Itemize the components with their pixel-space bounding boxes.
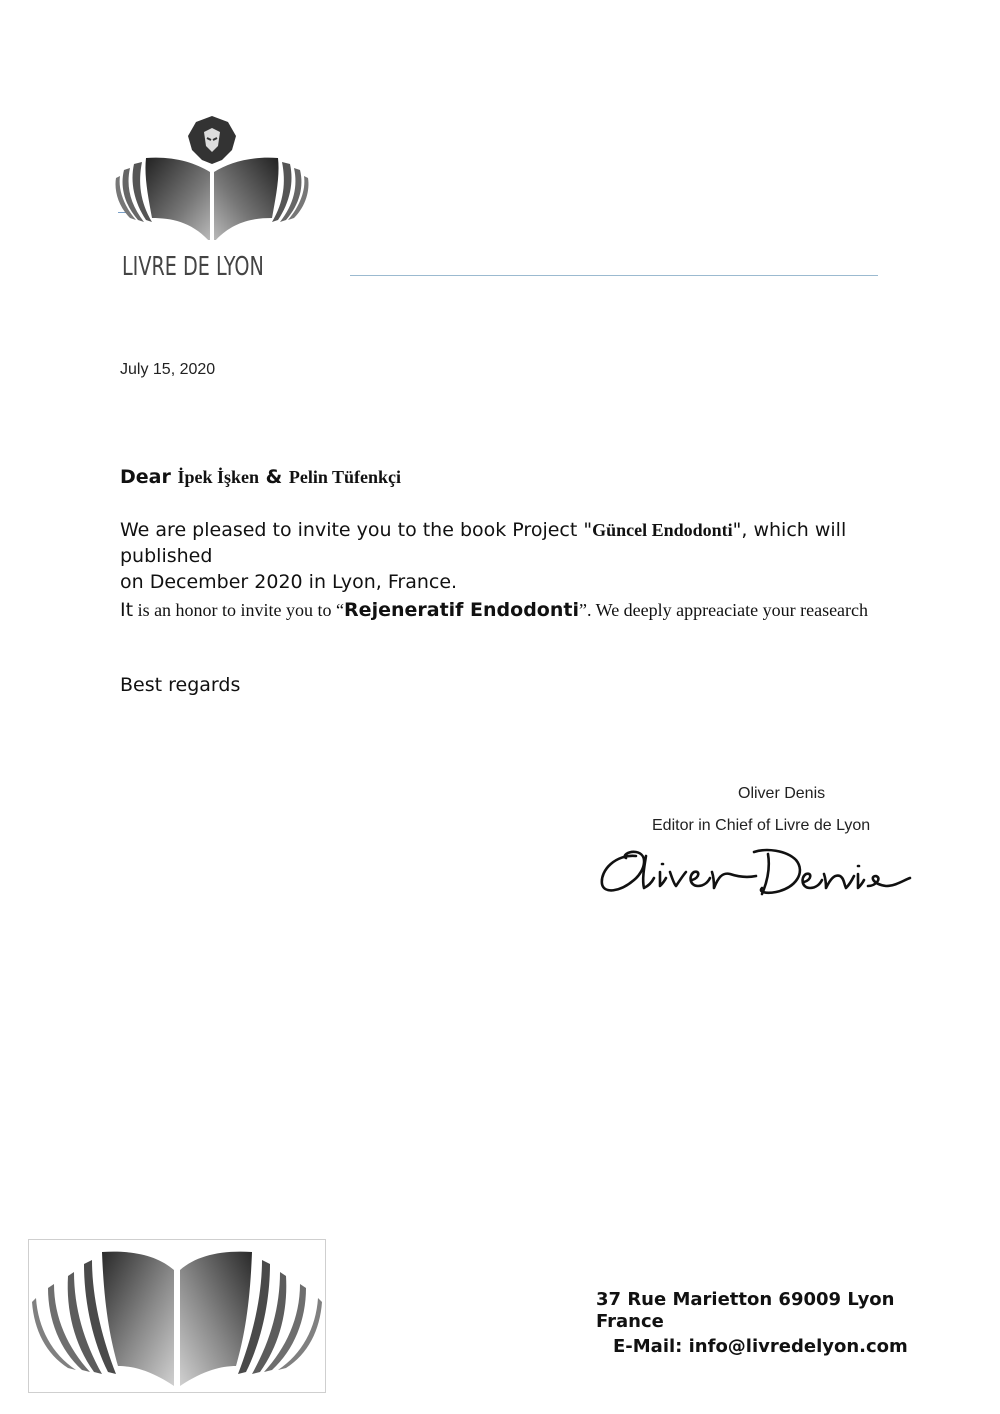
lion-book-logo-icon [112, 110, 312, 240]
closing: Best regards [120, 674, 241, 696]
honor-it: It [120, 599, 134, 621]
brand-name: LIVRE DE LYON [122, 252, 264, 282]
recipient-1: İpek İşken [177, 467, 260, 487]
letter-date: July 15, 2020 [120, 361, 216, 378]
footer-address: 37 Rue Marietton 69009 Lyon France [596, 1289, 895, 1332]
handwritten-signature [596, 842, 916, 902]
body-text-3: on December 2020 in Lyon, France. [120, 571, 458, 593]
honor-paragraph [120, 597, 910, 623]
body-text-2: ", which will published [120, 519, 847, 567]
greeting-word: Dear [120, 466, 171, 488]
honor-text-1: is an honor to invite you to “ [133, 600, 345, 620]
chapter-name: Rejeneratif Endodonti [344, 599, 579, 621]
invitation-paragraph [120, 517, 920, 595]
signer-name: Oliver Denis [738, 785, 826, 802]
greeting [120, 466, 401, 488]
body-text-1: We are pleased to invite you to the book Project " [120, 519, 593, 541]
header-divider [350, 275, 878, 276]
recipient-separator: & [265, 466, 283, 488]
honor-text-2: ”. We deeply appreaciate your reasearch [578, 600, 869, 620]
project-name: Güncel Endodonti [592, 520, 733, 540]
book-wings-logo-icon [30, 1242, 322, 1388]
footer-email: E-Mail: info@livredelyon.com [613, 1336, 908, 1357]
recipient-2: Pelin Tüfenkçi [288, 467, 402, 487]
signer-title: Editor in Chief of Livre de Lyon [652, 817, 871, 834]
